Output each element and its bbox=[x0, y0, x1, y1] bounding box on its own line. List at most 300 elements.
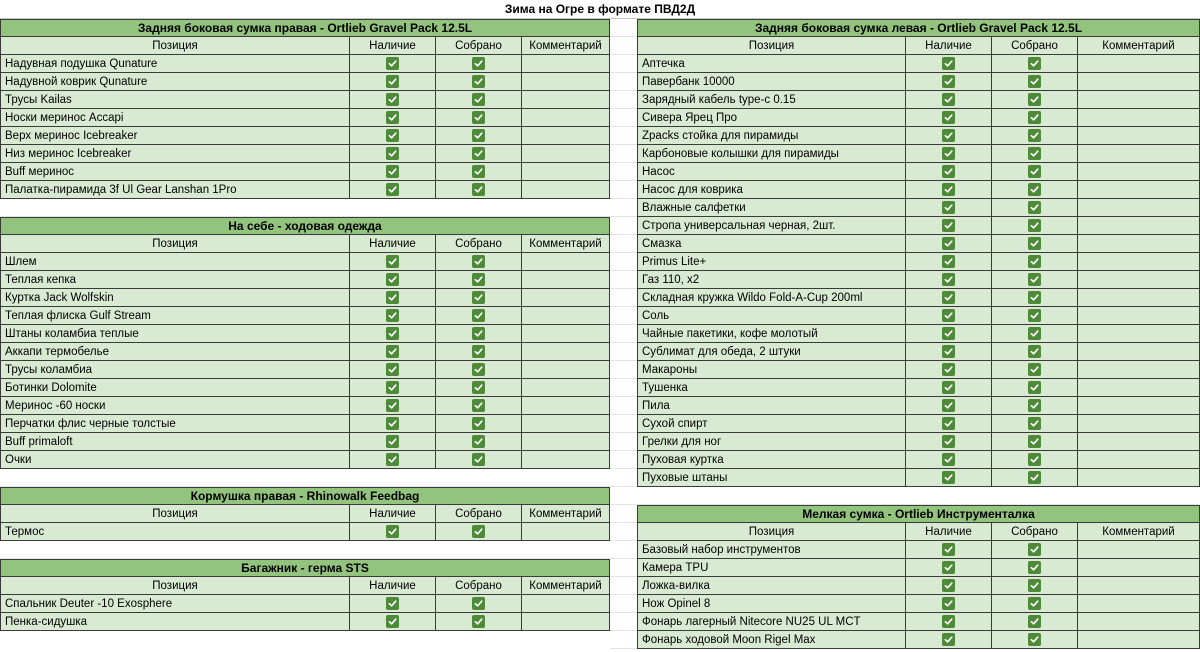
comment-cell[interactable] bbox=[522, 307, 610, 325]
available-cell bbox=[906, 451, 992, 469]
column-header-available: Наличие bbox=[906, 523, 992, 541]
column-header-position: Позиция bbox=[0, 505, 350, 523]
table-row bbox=[637, 253, 1200, 271]
checkbox-checked-icon[interactable] bbox=[1028, 363, 1041, 376]
comment-cell[interactable] bbox=[522, 397, 610, 415]
item-name[interactable]: Нож Opinel 8 bbox=[637, 595, 906, 613]
checkbox-checked-icon[interactable] bbox=[942, 579, 955, 592]
packed-cell bbox=[436, 109, 522, 127]
checkbox-checked-icon[interactable] bbox=[1028, 471, 1041, 484]
item-name[interactable]: Верх меринос Icebreaker bbox=[0, 127, 350, 145]
checkbox-checked-icon[interactable] bbox=[942, 597, 955, 610]
checkbox-checked-icon[interactable] bbox=[386, 147, 399, 160]
comment-cell[interactable] bbox=[1078, 325, 1200, 343]
table-row bbox=[637, 91, 1200, 109]
table-row bbox=[0, 361, 610, 379]
checkbox-checked-icon[interactable] bbox=[1028, 111, 1041, 124]
item-name[interactable]: Primus Lite+ bbox=[637, 253, 906, 271]
checkbox-checked-icon[interactable] bbox=[472, 93, 485, 106]
packed-cell bbox=[992, 631, 1078, 649]
checkbox-checked-icon[interactable] bbox=[942, 93, 955, 106]
checkbox-checked-icon[interactable] bbox=[472, 183, 485, 196]
packed-cell bbox=[436, 523, 522, 541]
checkbox-checked-icon[interactable] bbox=[386, 381, 399, 394]
checkbox-checked-icon[interactable] bbox=[1028, 417, 1041, 430]
packed-cell bbox=[992, 469, 1078, 487]
item-name[interactable]: Макароны bbox=[637, 361, 906, 379]
item-name[interactable]: Аккапи термобелье bbox=[0, 343, 350, 361]
comment-cell[interactable] bbox=[1078, 271, 1200, 289]
comment-cell[interactable] bbox=[1078, 145, 1200, 163]
checkbox-checked-icon[interactable] bbox=[1028, 165, 1041, 178]
table-row bbox=[0, 91, 610, 109]
checkbox-checked-icon[interactable] bbox=[386, 291, 399, 304]
comment-cell[interactable] bbox=[522, 73, 610, 91]
item-name[interactable]: Грелки для ног bbox=[637, 433, 906, 451]
checkbox-checked-icon[interactable] bbox=[942, 453, 955, 466]
checkbox-checked-icon[interactable] bbox=[1028, 633, 1041, 646]
column-header-packed: Собрано bbox=[992, 37, 1078, 55]
checkbox-checked-icon[interactable] bbox=[472, 435, 485, 448]
checkbox-checked-icon[interactable] bbox=[1028, 597, 1041, 610]
checkbox-checked-icon[interactable] bbox=[1028, 615, 1041, 628]
comment-cell[interactable] bbox=[522, 325, 610, 343]
checkbox-checked-icon[interactable] bbox=[472, 345, 485, 358]
table-row bbox=[0, 55, 610, 73]
checkbox-checked-icon[interactable] bbox=[1028, 543, 1041, 556]
comment-cell[interactable] bbox=[1078, 433, 1200, 451]
table-row bbox=[637, 271, 1200, 289]
checkbox-checked-icon[interactable] bbox=[472, 525, 485, 538]
checkbox-checked-icon[interactable] bbox=[1028, 381, 1041, 394]
item-name[interactable]: Штаны коламбиа теплые bbox=[0, 325, 350, 343]
comment-cell[interactable] bbox=[522, 415, 610, 433]
comment-cell[interactable] bbox=[1078, 73, 1200, 91]
checkbox-checked-icon[interactable] bbox=[942, 129, 955, 142]
item-name[interactable]: Насос для коврика bbox=[637, 181, 906, 199]
checkbox-checked-icon[interactable] bbox=[942, 543, 955, 556]
packed-cell bbox=[992, 559, 1078, 577]
section-title: Кормушка правая - Rhinowalk Feedbag bbox=[0, 487, 610, 505]
available-cell bbox=[906, 307, 992, 325]
packed-cell bbox=[436, 451, 522, 469]
item-name[interactable]: Ложка-вилка bbox=[637, 577, 906, 595]
comment-cell[interactable] bbox=[522, 379, 610, 397]
comment-cell[interactable] bbox=[522, 451, 610, 469]
checkbox-checked-icon[interactable] bbox=[1028, 327, 1041, 340]
item-name[interactable]: Куртка Jack Wolfskin bbox=[0, 289, 350, 307]
checkbox-checked-icon[interactable] bbox=[472, 327, 485, 340]
packed-cell bbox=[992, 127, 1078, 145]
comment-cell[interactable] bbox=[1078, 559, 1200, 577]
checkbox-checked-icon[interactable] bbox=[942, 75, 955, 88]
comment-cell[interactable] bbox=[1078, 469, 1200, 487]
comment-cell[interactable] bbox=[1078, 181, 1200, 199]
empty-row bbox=[0, 199, 610, 217]
available-cell bbox=[906, 235, 992, 253]
checkbox-checked-icon[interactable] bbox=[472, 165, 485, 178]
comment-cell[interactable] bbox=[522, 289, 610, 307]
comment-cell[interactable] bbox=[522, 343, 610, 361]
packed-cell bbox=[992, 253, 1078, 271]
checkbox-checked-icon[interactable] bbox=[472, 57, 485, 70]
column-header-position: Позиция bbox=[0, 37, 350, 55]
comment-cell[interactable] bbox=[1078, 631, 1200, 649]
comment-cell[interactable] bbox=[1078, 415, 1200, 433]
checkbox-checked-icon[interactable] bbox=[1028, 561, 1041, 574]
packed-cell bbox=[992, 91, 1078, 109]
checkbox-checked-icon[interactable] bbox=[942, 273, 955, 286]
item-name[interactable]: Спальник Deuter -10 Exosphere bbox=[0, 595, 350, 613]
checkbox-checked-icon[interactable] bbox=[942, 165, 955, 178]
table-row bbox=[0, 595, 610, 613]
packed-cell bbox=[436, 73, 522, 91]
comment-cell[interactable] bbox=[522, 145, 610, 163]
comment-cell[interactable] bbox=[1078, 451, 1200, 469]
item-name[interactable]: Фонарь лагерный Nitecore NU25 UL MCT bbox=[637, 613, 906, 631]
checkbox-checked-icon[interactable] bbox=[386, 435, 399, 448]
available-cell bbox=[350, 289, 436, 307]
table-row bbox=[0, 613, 610, 631]
checkbox-checked-icon[interactable] bbox=[942, 471, 955, 484]
item-name[interactable]: Соль bbox=[637, 307, 906, 325]
checkbox-checked-icon[interactable] bbox=[386, 453, 399, 466]
column-header-packed: Собрано bbox=[436, 37, 522, 55]
checkbox-checked-icon[interactable] bbox=[1028, 183, 1041, 196]
comment-cell[interactable] bbox=[1078, 577, 1200, 595]
item-name[interactable]: Складная кружка Wildo Fold-A-Cup 200ml bbox=[637, 289, 906, 307]
checkbox-checked-icon[interactable] bbox=[1028, 219, 1041, 232]
comment-cell[interactable] bbox=[522, 181, 610, 199]
item-name[interactable]: Фонарь ходовой Moon Rigel Max bbox=[637, 631, 906, 649]
comment-cell[interactable] bbox=[1078, 91, 1200, 109]
comment-cell[interactable] bbox=[522, 613, 610, 631]
checkbox-checked-icon[interactable] bbox=[386, 93, 399, 106]
checkbox-checked-icon[interactable] bbox=[942, 417, 955, 430]
item-name[interactable]: Ботинки Dolomite bbox=[0, 379, 350, 397]
column-header-available: Наличие bbox=[350, 37, 436, 55]
checkbox-checked-icon[interactable] bbox=[386, 327, 399, 340]
comment-cell[interactable] bbox=[1078, 217, 1200, 235]
item-name[interactable]: Сухой спирт bbox=[637, 415, 906, 433]
column-header-position: Позиция bbox=[637, 37, 906, 55]
checkbox-checked-icon[interactable] bbox=[472, 129, 485, 142]
table-row bbox=[0, 433, 610, 451]
table-row bbox=[637, 379, 1200, 397]
checkbox-checked-icon[interactable] bbox=[386, 75, 399, 88]
item-name[interactable]: Шлем bbox=[0, 253, 350, 271]
packed-cell bbox=[992, 397, 1078, 415]
item-name[interactable]: Сублимат для обеда, 2 штуки bbox=[637, 343, 906, 361]
checkbox-checked-icon[interactable] bbox=[386, 615, 399, 628]
checkbox-checked-icon[interactable] bbox=[472, 615, 485, 628]
checkbox-checked-icon[interactable] bbox=[1028, 129, 1041, 142]
checkbox-checked-icon[interactable] bbox=[1028, 291, 1041, 304]
checkbox-checked-icon[interactable] bbox=[386, 399, 399, 412]
comment-cell[interactable] bbox=[1078, 127, 1200, 145]
item-name[interactable]: Очки bbox=[0, 451, 350, 469]
item-name[interactable]: Пила bbox=[637, 397, 906, 415]
packed-cell bbox=[436, 433, 522, 451]
available-cell bbox=[906, 271, 992, 289]
checkbox-checked-icon[interactable] bbox=[386, 57, 399, 70]
checkbox-checked-icon[interactable] bbox=[1028, 579, 1041, 592]
checkbox-checked-icon[interactable] bbox=[1028, 93, 1041, 106]
available-cell bbox=[906, 217, 992, 235]
table-row bbox=[637, 595, 1200, 613]
available-cell bbox=[350, 379, 436, 397]
item-name[interactable]: Трусы коламбиа bbox=[0, 361, 350, 379]
comment-cell[interactable] bbox=[1078, 613, 1200, 631]
item-name[interactable]: Аптечка bbox=[637, 55, 906, 73]
item-name[interactable]: Камера TPU bbox=[637, 559, 906, 577]
table-row bbox=[637, 397, 1200, 415]
item-name[interactable]: Теплая кепка bbox=[0, 271, 350, 289]
item-name[interactable]: Карбоновые колышки для пирамиды bbox=[637, 145, 906, 163]
comment-cell[interactable] bbox=[522, 523, 610, 541]
available-cell bbox=[350, 595, 436, 613]
item-name[interactable]: Надувная подушка Qunature bbox=[0, 55, 350, 73]
item-name[interactable]: Перчатки флис черные толстые bbox=[0, 415, 350, 433]
column-header-row bbox=[637, 523, 1200, 541]
packing-section bbox=[0, 487, 610, 559]
checkbox-checked-icon[interactable] bbox=[386, 129, 399, 142]
item-name[interactable]: Зарядный кабель type-c 0.15 bbox=[637, 91, 906, 109]
comment-cell[interactable] bbox=[1078, 541, 1200, 559]
comment-cell[interactable] bbox=[1078, 343, 1200, 361]
section-title: Багажник - герма STS bbox=[0, 559, 610, 577]
checkbox-checked-icon[interactable] bbox=[386, 309, 399, 322]
table-row bbox=[637, 109, 1200, 127]
checkbox-checked-icon[interactable] bbox=[942, 363, 955, 376]
available-cell bbox=[906, 181, 992, 199]
item-name[interactable]: Низ меринос Icebreaker bbox=[0, 145, 350, 163]
checkbox-checked-icon[interactable] bbox=[472, 309, 485, 322]
checkbox-checked-icon[interactable] bbox=[386, 417, 399, 430]
checkbox-checked-icon[interactable] bbox=[942, 201, 955, 214]
checkbox-checked-icon[interactable] bbox=[386, 363, 399, 376]
checkbox-checked-icon[interactable] bbox=[386, 597, 399, 610]
comment-cell[interactable] bbox=[1078, 595, 1200, 613]
item-name[interactable]: Носки меринос Accapi bbox=[0, 109, 350, 127]
packed-cell bbox=[436, 397, 522, 415]
checkbox-checked-icon[interactable] bbox=[1028, 237, 1041, 250]
section-title: Задняя боковая сумка правая - Ortlieb Gravel Pack 12.5L bbox=[0, 19, 610, 37]
item-name[interactable]: Смазка bbox=[637, 235, 906, 253]
available-cell bbox=[350, 325, 436, 343]
packed-cell bbox=[436, 595, 522, 613]
column-header-row bbox=[0, 577, 610, 595]
available-cell bbox=[350, 109, 436, 127]
checkbox-checked-icon[interactable] bbox=[386, 111, 399, 124]
column-header-comment: Комментарий bbox=[522, 37, 610, 55]
checkbox-checked-icon[interactable] bbox=[1028, 75, 1041, 88]
packed-cell bbox=[992, 109, 1078, 127]
item-name[interactable]: Палатка-пирамида 3f Ul Gear Lanshan 1Pro bbox=[0, 181, 350, 199]
item-name[interactable]: Базовый набор инструментов bbox=[637, 541, 906, 559]
checkbox-checked-icon[interactable] bbox=[472, 273, 485, 286]
item-name[interactable]: Газ 110, x2 bbox=[637, 271, 906, 289]
comment-cell[interactable] bbox=[522, 271, 610, 289]
packing-section bbox=[637, 19, 1200, 505]
column-header-row bbox=[0, 235, 610, 253]
packed-cell bbox=[436, 379, 522, 397]
item-name[interactable]: Чайные пакетики, кофе молотый bbox=[637, 325, 906, 343]
checkbox-checked-icon[interactable] bbox=[942, 633, 955, 646]
comment-cell[interactable] bbox=[1078, 253, 1200, 271]
empty-row bbox=[0, 469, 610, 487]
available-cell bbox=[350, 415, 436, 433]
comment-cell[interactable] bbox=[522, 361, 610, 379]
comment-cell[interactable] bbox=[522, 55, 610, 73]
checkbox-checked-icon[interactable] bbox=[472, 111, 485, 124]
item-name[interactable]: Пуховые штаны bbox=[637, 469, 906, 487]
checkbox-checked-icon[interactable] bbox=[386, 525, 399, 538]
checkbox-checked-icon[interactable] bbox=[386, 165, 399, 178]
available-cell bbox=[350, 307, 436, 325]
checkbox-checked-icon[interactable] bbox=[942, 111, 955, 124]
checkbox-checked-icon[interactable] bbox=[942, 327, 955, 340]
packed-cell bbox=[436, 127, 522, 145]
available-cell bbox=[350, 181, 436, 199]
checkbox-checked-icon[interactable] bbox=[386, 345, 399, 358]
checkbox-checked-icon[interactable] bbox=[472, 363, 485, 376]
checkbox-checked-icon[interactable] bbox=[472, 417, 485, 430]
comment-cell[interactable] bbox=[1078, 109, 1200, 127]
comment-cell[interactable] bbox=[522, 433, 610, 451]
left-column bbox=[0, 19, 610, 631]
checkbox-checked-icon[interactable] bbox=[942, 291, 955, 304]
item-name[interactable]: Пуховая куртка bbox=[637, 451, 906, 469]
table-row bbox=[637, 469, 1200, 487]
available-cell bbox=[350, 145, 436, 163]
item-name[interactable]: Buff primaloft bbox=[0, 433, 350, 451]
comment-cell[interactable] bbox=[1078, 199, 1200, 217]
checkbox-checked-icon[interactable] bbox=[942, 237, 955, 250]
comment-cell[interactable] bbox=[1078, 235, 1200, 253]
checkbox-checked-icon[interactable] bbox=[942, 561, 955, 574]
checkbox-checked-icon[interactable] bbox=[942, 57, 955, 70]
item-name[interactable]: Zpacks стойка для пирамиды bbox=[637, 127, 906, 145]
checkbox-checked-icon[interactable] bbox=[1028, 345, 1041, 358]
table-row bbox=[0, 181, 610, 199]
checkbox-checked-icon[interactable] bbox=[1028, 309, 1041, 322]
item-name[interactable]: Влажные салфетки bbox=[637, 199, 906, 217]
checkbox-checked-icon[interactable] bbox=[386, 183, 399, 196]
checkbox-checked-icon[interactable] bbox=[1028, 147, 1041, 160]
checkbox-checked-icon[interactable] bbox=[942, 399, 955, 412]
packed-cell bbox=[992, 73, 1078, 91]
item-name[interactable]: Сивера Ярец Про bbox=[637, 109, 906, 127]
checkbox-checked-icon[interactable] bbox=[472, 255, 485, 268]
table-row bbox=[0, 379, 610, 397]
comment-cell[interactable] bbox=[1078, 289, 1200, 307]
checkbox-checked-icon[interactable] bbox=[942, 183, 955, 196]
packed-cell bbox=[436, 91, 522, 109]
available-cell bbox=[906, 379, 992, 397]
checkbox-checked-icon[interactable] bbox=[472, 147, 485, 160]
comment-cell[interactable] bbox=[1078, 307, 1200, 325]
item-name[interactable]: Насос bbox=[637, 163, 906, 181]
comment-cell[interactable] bbox=[522, 163, 610, 181]
item-name[interactable]: Тушенка bbox=[637, 379, 906, 397]
checkbox-checked-icon[interactable] bbox=[472, 381, 485, 394]
checkbox-checked-icon[interactable] bbox=[472, 399, 485, 412]
available-cell bbox=[350, 343, 436, 361]
available-cell bbox=[906, 73, 992, 91]
checkbox-checked-icon[interactable] bbox=[942, 255, 955, 268]
checkbox-checked-icon[interactable] bbox=[386, 273, 399, 286]
item-name[interactable]: Трусы Kailas bbox=[0, 91, 350, 109]
item-name[interactable]: Пенка-сидушка bbox=[0, 613, 350, 631]
checkbox-checked-icon[interactable] bbox=[1028, 435, 1041, 448]
checkbox-checked-icon[interactable] bbox=[1028, 255, 1041, 268]
checkbox-checked-icon[interactable] bbox=[472, 597, 485, 610]
checkbox-checked-icon[interactable] bbox=[1028, 273, 1041, 286]
checkbox-checked-icon[interactable] bbox=[472, 291, 485, 304]
packed-cell bbox=[992, 415, 1078, 433]
table-row bbox=[637, 613, 1200, 631]
available-cell bbox=[906, 415, 992, 433]
comment-cell[interactable] bbox=[1078, 361, 1200, 379]
comment-cell[interactable] bbox=[1078, 55, 1200, 73]
comment-cell[interactable] bbox=[1078, 163, 1200, 181]
checkbox-checked-icon[interactable] bbox=[1028, 453, 1041, 466]
comment-cell[interactable] bbox=[1078, 397, 1200, 415]
checkbox-checked-icon[interactable] bbox=[942, 147, 955, 160]
available-cell bbox=[906, 631, 992, 649]
checkbox-checked-icon[interactable] bbox=[942, 615, 955, 628]
table-row bbox=[637, 307, 1200, 325]
checkbox-checked-icon[interactable] bbox=[942, 309, 955, 322]
checkbox-checked-icon[interactable] bbox=[942, 435, 955, 448]
available-cell bbox=[350, 55, 436, 73]
item-name[interactable]: Buff меринос bbox=[0, 163, 350, 181]
packed-cell bbox=[992, 613, 1078, 631]
comment-cell[interactable] bbox=[522, 595, 610, 613]
comment-cell[interactable] bbox=[1078, 379, 1200, 397]
checkbox-checked-icon[interactable] bbox=[386, 255, 399, 268]
checkbox-checked-icon[interactable] bbox=[942, 381, 955, 394]
item-name[interactable]: Стропа универсальная черная, 2шт. bbox=[637, 217, 906, 235]
column-header-packed: Собрано bbox=[436, 235, 522, 253]
packed-cell bbox=[992, 595, 1078, 613]
checkbox-checked-icon[interactable] bbox=[942, 219, 955, 232]
checkbox-checked-icon[interactable] bbox=[1028, 201, 1041, 214]
item-name[interactable]: Павербанк 10000 bbox=[637, 73, 906, 91]
packed-cell bbox=[992, 325, 1078, 343]
checkbox-checked-icon[interactable] bbox=[472, 453, 485, 466]
checkbox-checked-icon[interactable] bbox=[942, 345, 955, 358]
column-header-comment: Комментарий bbox=[1078, 37, 1200, 55]
checkbox-checked-icon[interactable] bbox=[1028, 399, 1041, 412]
packed-cell bbox=[992, 451, 1078, 469]
checkbox-checked-icon[interactable] bbox=[1028, 57, 1041, 70]
checkbox-checked-icon[interactable] bbox=[472, 75, 485, 88]
item-name[interactable]: Меринос -60 носки bbox=[0, 397, 350, 415]
comment-cell[interactable] bbox=[522, 109, 610, 127]
item-name[interactable]: Термос bbox=[0, 523, 350, 541]
item-name[interactable]: Теплая флиска Gulf Stream bbox=[0, 307, 350, 325]
item-name[interactable]: Надувной коврик Qunature bbox=[0, 73, 350, 91]
section-title: Задняя боковая сумка левая - Ortlieb Gravel Pack 12.5L bbox=[637, 19, 1200, 37]
column-header-row bbox=[0, 505, 610, 523]
comment-cell[interactable] bbox=[522, 91, 610, 109]
comment-cell[interactable] bbox=[522, 253, 610, 271]
comment-cell[interactable] bbox=[522, 127, 610, 145]
packed-cell bbox=[992, 577, 1078, 595]
table-row bbox=[0, 523, 610, 541]
